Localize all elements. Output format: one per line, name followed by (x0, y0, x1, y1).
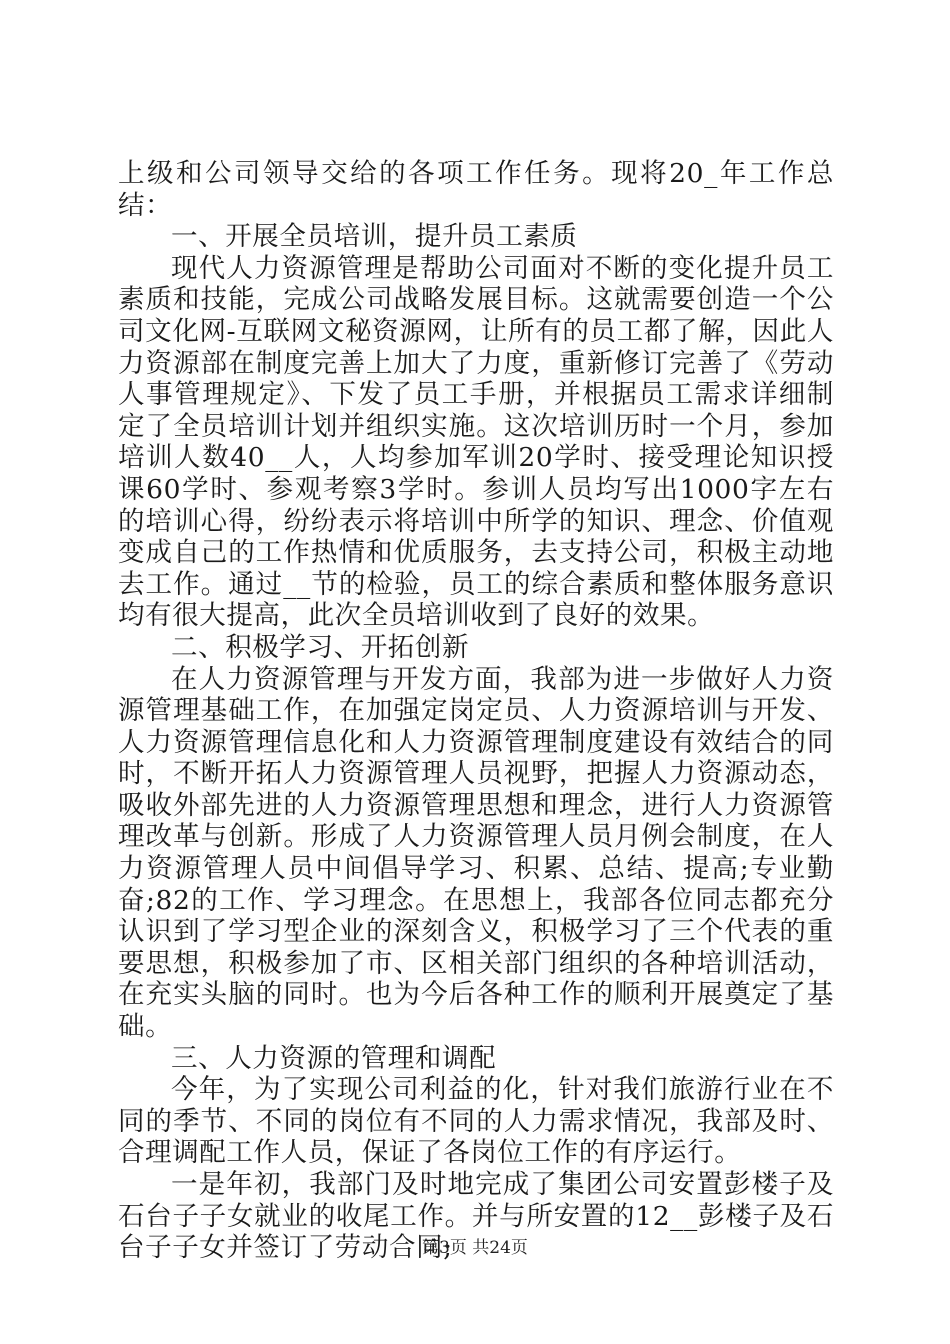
paragraph-intro: 上级和公司领导交给的各项工作任务。现将20_年工作总结： (118, 158, 834, 221)
heading-section-2: 二、积极学习、开拓创新 (171, 631, 470, 663)
heading-section-1: 一、开展全员培训，提升员工素质 (171, 221, 578, 253)
page-number-footer: 第3页 共24页 (422, 1238, 528, 1258)
paragraph-section-3-item-1: 一是年初，我部门及时地完成了集团公司安置彭楼子及石台子子女就业的收尾工作。并与所安置的12__彭楼子及石台子子女并签订了劳动合同; (118, 1169, 834, 1264)
document-body (118, 158, 834, 1264)
paragraph-section-1: 现代人力资源管理是帮助公司面对不断的变化提升员工素质和技能，完成公司战略发展目标。这就需要创造一个公司文化网-互联网文秘资源网，让所有的员工都了解，因此人力资源部在制度完善上加大了力度，重新修订完善了《劳动人事管理规定》、下发了员工手册，并根据员工需求详细制定了全员培训计划并组织实施。这次培训历时一个月，参加培训人数40__人，人均参加军训20学时、接受理论知识授课60学时、参观考察3学时。参训人员均写出1000字左右的培训心得，纷纷表示将培训中所学的知识、理念、价值观变成自己的工作热情和优质服务，去支持公司，积极主动地去工作。通过__节的检验，员工的综合素质和整体服务意识均有很大提高，此次全员培训收到了良好的效果。 (118, 252, 834, 632)
paragraph-section-2: 在人力资源管理与开发方面，我部为进一步做好人力资源管理基础工作，在加强定岗定员、人力资源培训与开发、人力资源管理信息化和人力资源管理制度建设有效结合的同时，不断开拓人力资源管理人员视野，把握人力资源动态，吸收外部先进的人力资源管理思想和理念，进行人力资源管理改革与创新。形成了人力资源管理人员月例会制度，在人力资源管理人员中间倡导学习、积累、总结、提高;专业勤奋;82的工作、学习理念。在思想上，我部各位同志都充分认识到了学习型企业的深刻含义，积极学习了三个代表的重要思想，积极参加了市、区相关部门组织的各种培训活动，在充实头脑的同时。也为今后各种工作的顺利开展奠定了基础。 (118, 663, 834, 1043)
paragraph-section-3: 今年，为了实现公司利益的化，针对我们旅游行业在不同的季节、不同的岗位有不同的人力需求情况，我部及时、合理调配工作人员，保证了各岗位工作的有序运行。 (118, 1074, 834, 1169)
heading-section-3: 三、人力资源的管理和调配 (171, 1042, 497, 1074)
